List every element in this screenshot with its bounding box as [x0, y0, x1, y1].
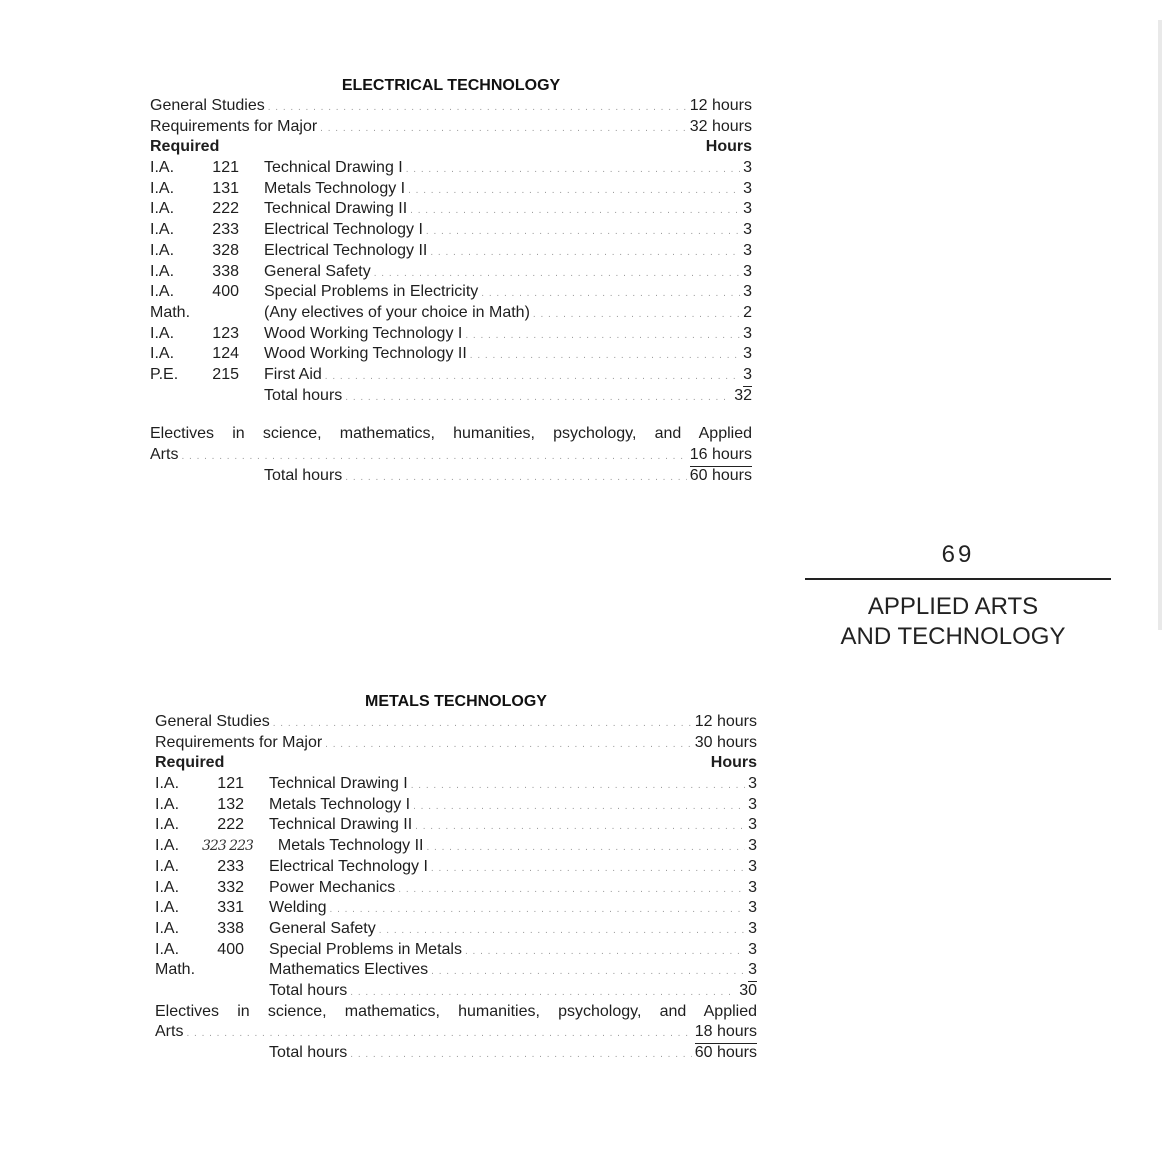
general-studies-row [150, 96, 752, 117]
general-studies-label: General Studies [150, 97, 265, 114]
course-title: Wood Working Technology I [264, 324, 463, 342]
general-studies-label: General Studies [155, 713, 270, 730]
course-row [150, 241, 752, 262]
course-dept: I.A. [155, 837, 180, 855]
leader-dots [408, 181, 740, 202]
leader-dots [415, 817, 745, 838]
course-hours: 3 [748, 775, 757, 793]
course-title: Technical Drawing I [264, 159, 403, 177]
electives-label: Arts [150, 446, 179, 463]
leader-dots [325, 735, 692, 756]
course-title: (Any electives of your choice in Math) [264, 303, 530, 321]
divider-rule [805, 578, 1111, 580]
course-row [150, 365, 752, 386]
course-dept: I.A. [150, 262, 175, 280]
leader-dots [426, 222, 740, 243]
course-title: General Safety [264, 262, 371, 280]
leader-dots [431, 859, 745, 880]
course-number: 123 [212, 324, 239, 342]
course-title: Electrical Technology I [264, 221, 423, 239]
section-title: ELECTRICAL TECHNOLOGY [341, 77, 561, 94]
leader-dots [186, 1024, 691, 1045]
course-row [150, 220, 752, 241]
grand-total-label: Total hours [264, 466, 343, 484]
course-row [150, 179, 752, 200]
course-title: Metals Technology I [264, 179, 406, 197]
leader-dots [470, 346, 740, 367]
course-title: General Safety [269, 919, 376, 937]
course-title: Technical Drawing II [269, 816, 413, 834]
course-dept: I.A. [155, 899, 180, 917]
course-number: 332 [217, 878, 244, 896]
course-row [155, 960, 757, 981]
leader-dots [345, 468, 686, 489]
course-row [150, 158, 752, 179]
course-dept: I.A. [155, 940, 180, 958]
course-hours: 2 [743, 303, 752, 321]
leader-dots [431, 962, 745, 983]
course-hours: 3 [748, 816, 757, 834]
course-dept: I.A. [150, 283, 175, 301]
course-number: 233 [217, 857, 244, 875]
page-number: 69 [941, 541, 975, 568]
course-hours: 3 [743, 179, 752, 197]
course-title: Metals Technology II [277, 837, 424, 855]
course-hours: 3 [748, 878, 757, 896]
course-hours: 3 [743, 200, 752, 218]
leader-dots [330, 900, 746, 921]
course-number: 400 [217, 940, 244, 958]
course-row [150, 282, 752, 303]
course-number: 121 [217, 775, 244, 793]
hours-label: Hours [705, 138, 752, 156]
leader-dots [268, 98, 687, 119]
leader-dots [350, 1045, 691, 1066]
requirements-label: Requirements for Major [155, 733, 323, 751]
chapter-title-line1: APPLIED ARTS [867, 593, 1039, 620]
total-label: Total hours [264, 386, 343, 404]
course-number: 328 [212, 241, 239, 259]
electives-label: Arts [155, 1023, 184, 1041]
course-number: 233 [212, 221, 239, 239]
course-row [155, 815, 757, 836]
total-value: 30 [739, 981, 757, 999]
course-row [150, 199, 752, 220]
course-dept: Math. [155, 961, 196, 979]
course-dept: I.A. [155, 878, 180, 896]
leader-dots [379, 921, 745, 942]
course-hours: 3 [743, 324, 752, 342]
leader-dots [374, 264, 740, 285]
course-dept: I.A. [150, 179, 175, 197]
leader-dots [481, 284, 740, 305]
required-header [150, 137, 752, 158]
grand-total-row [150, 466, 752, 487]
page-edge [1158, 20, 1162, 630]
course-dept: I.A. [150, 241, 175, 259]
course-hours: 3 [748, 919, 757, 937]
leader-dots [273, 714, 692, 735]
course-number: 400 [212, 283, 239, 301]
grand-total-value: 60 hours [689, 466, 752, 484]
requirements-label: Requirements for Major [150, 117, 318, 135]
section-title: METALS TECHNOLOGY [365, 693, 547, 710]
course-number: 331 [217, 899, 244, 917]
course-dept: I.A. [155, 816, 180, 834]
course-number: 338 [217, 919, 244, 937]
electives-text: Electives in science, mathematics, humanities, psychology, and Applied [155, 1002, 757, 1020]
general-studies-value: 12 hours [689, 97, 752, 114]
course-title: Special Problems in Metals [269, 940, 462, 958]
course-number: 131 [212, 179, 239, 197]
course-row [150, 344, 752, 365]
course-row [155, 898, 757, 919]
chapter-title [805, 592, 1101, 652]
leader-dots [411, 776, 745, 797]
leader-dots [406, 160, 740, 181]
section-metals-technology [155, 692, 757, 1064]
course-row [155, 774, 757, 795]
electives-text: Electives in science, mathematics, humanities, psychology, and Applied [150, 425, 752, 443]
course-number: 132 [217, 795, 244, 813]
grand-total-label: Total hours [269, 1044, 348, 1061]
course-title: Technical Drawing I [269, 775, 408, 793]
course-hours: 3 [748, 837, 757, 855]
grand-total-value: 60 hours [694, 1044, 757, 1061]
leader-dots [426, 838, 745, 859]
electives-row [155, 1022, 757, 1043]
general-studies-row [155, 712, 757, 733]
leader-dots [345, 388, 731, 409]
section-electrical-technology [150, 76, 752, 486]
hours-label: Hours [710, 754, 757, 772]
course-title: Power Mechanics [269, 878, 396, 896]
course-hours: 3 [748, 857, 757, 875]
course-hours: 3 [748, 795, 757, 813]
requirements-value: 30 hours [694, 733, 757, 751]
general-studies-value: 12 hours [694, 713, 757, 730]
leader-dots [320, 119, 687, 140]
course-title: Wood Working Technology II [264, 345, 467, 363]
course-title: Electrical Technology I [269, 857, 428, 875]
required-label: Required [155, 754, 225, 772]
course-hours: 3 [743, 159, 752, 177]
course-row [150, 324, 752, 345]
leader-dots [533, 305, 740, 326]
course-title: Special Problems in Electricity [264, 283, 479, 301]
course-row [155, 940, 757, 961]
course-hours: 3 [743, 365, 752, 387]
leader-dots [413, 797, 745, 818]
leader-dots [410, 201, 740, 222]
course-row [155, 795, 757, 816]
course-number: 222 [217, 816, 244, 834]
course-title: Metals Technology I [269, 795, 411, 813]
leader-dots [350, 983, 736, 1004]
leader-dots [465, 942, 745, 963]
course-row [150, 262, 752, 283]
course-dept: I.A. [155, 919, 180, 937]
course-hours: 3 [743, 262, 752, 280]
course-row [150, 303, 752, 324]
required-label: Required [150, 138, 220, 156]
grand-total-row [155, 1043, 757, 1064]
course-row [155, 836, 757, 857]
total-label: Total hours [269, 981, 348, 999]
leader-dots [465, 326, 740, 347]
course-number: 222 [212, 200, 239, 218]
requirements-row [150, 117, 752, 138]
course-hours: 3 [748, 940, 757, 958]
total-row [155, 981, 757, 1002]
electives-row [150, 445, 752, 466]
course-dept: I.A. [155, 795, 180, 813]
course-number: 124 [212, 345, 239, 363]
course-title: Mathematics Electives [269, 961, 429, 979]
requirements-value: 32 hours [689, 117, 752, 135]
course-hours: 3 [743, 221, 752, 239]
course-number: 121 [212, 159, 239, 177]
leader-dots [181, 447, 686, 468]
course-title: Welding [269, 899, 327, 917]
chapter-title-line2: AND TECHNOLOGY [840, 623, 1066, 650]
requirements-row [155, 733, 757, 754]
course-dept: I.A. [150, 221, 175, 239]
course-hours: 3 [743, 345, 752, 363]
total-value: 32 [734, 386, 752, 404]
course-dept: P.E. [150, 365, 179, 383]
course-row [155, 919, 757, 940]
required-header [155, 753, 757, 774]
course-row [155, 878, 757, 899]
leader-dots [430, 243, 740, 264]
course-title: Technical Drawing II [264, 200, 408, 218]
leader-dots [325, 367, 740, 388]
course-dept: I.A. [150, 200, 175, 218]
leader-dots [398, 880, 745, 901]
course-hours: 3 [743, 283, 752, 301]
course-hours: 3 [748, 960, 757, 982]
course-dept: I.A. [150, 345, 175, 363]
course-dept: I.A. [155, 857, 180, 875]
course-number: 338 [212, 262, 239, 280]
course-number-handwritten: 323 223 [202, 838, 253, 855]
course-hours: 3 [743, 241, 752, 259]
course-hours: 3 [748, 899, 757, 917]
total-row [150, 386, 752, 407]
course-dept: I.A. [150, 324, 175, 342]
course-title: Electrical Technology II [264, 241, 428, 259]
course-row [155, 857, 757, 878]
course-dept: Math. [150, 303, 191, 321]
course-dept: I.A. [155, 775, 180, 793]
electives-hours: 18 hours [695, 1022, 757, 1044]
course-dept: I.A. [150, 159, 175, 177]
course-number: 215 [212, 365, 239, 383]
electives-hours: 16 hours [690, 445, 752, 467]
course-title: First Aid [264, 365, 322, 383]
